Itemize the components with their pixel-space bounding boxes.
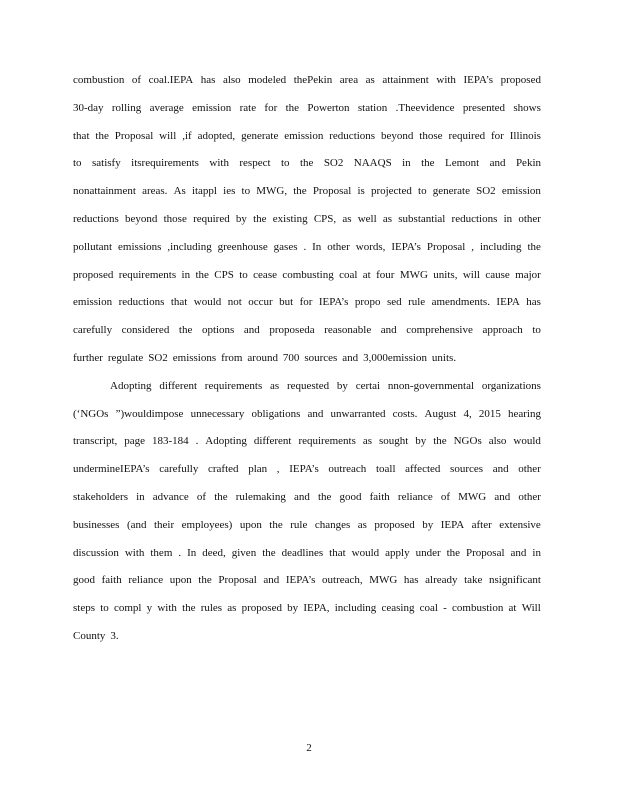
text-line: to satisfy itsrequirements with respect to the SO2 NAAQS in the Lemont and Pekin <box>73 157 541 170</box>
page-number: 2 <box>306 742 312 754</box>
text-line: Adopting different requirements as requested by certai nnon-governmental organizations <box>110 379 541 392</box>
text-line: (‘NGOs ”)wouldimpose unnecessary obligations and unwarranted costs. August 4, 2015 hearing <box>73 407 541 420</box>
text-line: County 3. <box>73 629 119 642</box>
text-line: undermineIEPA’s carefully crafted plan , IEPA’s outreach toall affected sources and other <box>73 463 541 476</box>
text-line: pollutant emissions ,including greenhouse gases . In other words, IEPA’s Proposal , including the <box>73 240 541 253</box>
text-line: discussion with them . In deed, given the deadlines that would apply under the Proposal and in <box>73 546 541 559</box>
text-line: proposed requirements in the CPS to cease combusting coal at four MWG units, will cause major <box>73 268 541 281</box>
body-text <box>73 67 541 651</box>
text-line: further regulate SO2 emissions from around 700 sources and 3,000emission units. <box>73 351 457 364</box>
text-line: 30-day rolling average emission rate for the Powerton station .Theevidence presented shows <box>73 101 541 114</box>
text-line: stakeholders in advance of the rulemaking and the good faith reliance of MWG and other <box>73 490 541 503</box>
text-line: carefully considered the options and proposeda reasonable and comprehensive approach to <box>73 324 541 337</box>
text-line: steps to compl y with the rules as proposed by IEPA, including ceasing coal - combustion at Will <box>73 602 541 615</box>
text-line: good faith reliance upon the Proposal and IEPA’s outreach, MWG has already take nsignificant <box>73 574 541 587</box>
text-line: businesses (and their employees) upon the rule changes as proposed by IEPA after extensive <box>73 518 541 531</box>
text-line: combustion of coal.IEPA has also modeled thePekin area as attainment with IEPA’s proposed <box>73 74 541 86</box>
text-line: transcript, page 183-184 . Adopting different requirements as sought by the NGOs also would <box>73 435 541 448</box>
text-line: reductions beyond those required by the existing CPS, as well as substantial reductions in other <box>73 212 541 225</box>
text-line: that the Proposal will ,if adopted, generate emission reductions beyond those required for Illinois <box>73 129 541 142</box>
text-line: emission reductions that would not occur but for IEPA’s propo sed rule amendments. IEPA has <box>73 296 541 309</box>
text-line: nonattainment areas. As itappl ies to MWG, the Proposal is projected to generate SO2 emission <box>73 185 541 198</box>
